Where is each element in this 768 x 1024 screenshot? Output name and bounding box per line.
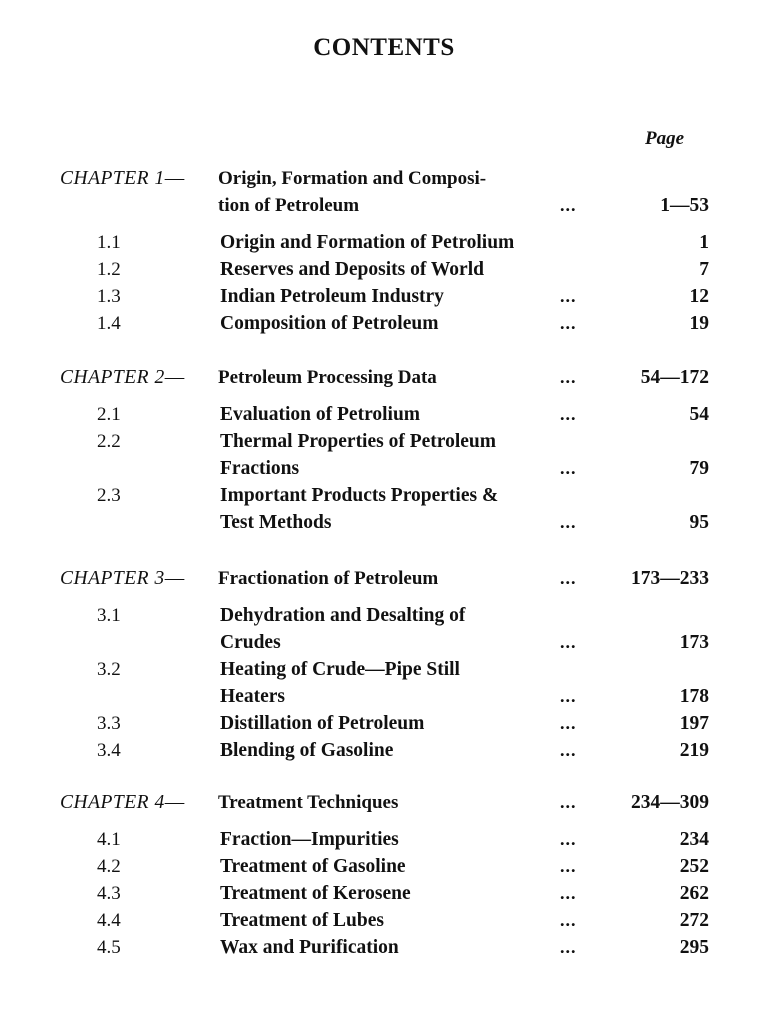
section-page: 95	[689, 512, 709, 533]
chapter-page-range: 54—172	[640, 367, 709, 388]
chapter-heading-row	[0, 364, 768, 391]
section-title: Reserves and Deposits of World	[220, 259, 484, 280]
leader-dots: ...	[560, 367, 577, 387]
leader-dots: ...	[560, 404, 577, 424]
chapter-heading-row	[0, 165, 768, 192]
chapter-title-cont: tion of Petroleum	[218, 195, 360, 216]
section-title: Heaters	[220, 686, 285, 707]
section-title: Blending of Gasoline	[220, 740, 394, 761]
section-title: Wax and Purification	[220, 937, 399, 958]
leader-dots: ...	[560, 568, 577, 588]
section-title: Fraction—Impurities	[220, 829, 399, 850]
chapter-title: Fractionation of Petroleum	[218, 568, 439, 589]
leader-dots: ...	[560, 740, 577, 760]
leader-dots: ...	[560, 937, 577, 957]
section-title: Important Products Properties &	[220, 485, 499, 506]
section-row	[0, 656, 768, 683]
leader-dots: ...	[560, 686, 577, 706]
section-number: 2.1	[97, 404, 121, 425]
section-row	[0, 880, 768, 907]
section-row	[0, 455, 768, 482]
section-number: 4.1	[97, 829, 121, 850]
section-page: 178	[679, 686, 709, 707]
chapter-page-range: 1—53	[660, 195, 709, 216]
section-row	[0, 401, 768, 428]
chapter-page-range: 173—233	[631, 568, 709, 589]
section-number: 3.1	[97, 605, 121, 626]
section-page: 262	[679, 883, 709, 904]
section-row	[0, 310, 768, 337]
chapter-title: Treatment Techniques	[218, 792, 399, 813]
leader-dots: ...	[560, 512, 577, 532]
section-title: Thermal Properties of Petroleum	[220, 431, 496, 452]
section-row	[0, 428, 768, 455]
section-row	[0, 602, 768, 629]
section-row	[0, 907, 768, 934]
chapter-page-range: 234—309	[631, 792, 709, 813]
chapter-label	[60, 789, 185, 816]
chapter-dash: —	[164, 792, 185, 813]
chapter-label	[60, 364, 185, 391]
chapter-label	[60, 165, 185, 192]
section-page: 54	[689, 404, 709, 425]
section-number: 1.4	[97, 313, 121, 334]
section-row	[0, 629, 768, 656]
chapter-dash: —	[164, 168, 185, 189]
section-page: 272	[679, 910, 709, 931]
section-number: 4.3	[97, 883, 121, 904]
leader-dots: ...	[560, 286, 577, 306]
section-number: 4.4	[97, 910, 121, 931]
section-number: 1.1	[97, 232, 121, 253]
leader-dots: ...	[560, 883, 577, 903]
section-title: Crudes	[220, 632, 281, 653]
section-number: 3.3	[97, 713, 121, 734]
section-title: Treatment of Lubes	[220, 910, 384, 931]
chapter-number: CHAPTER 4	[60, 792, 165, 813]
section-number: 2.3	[97, 485, 121, 506]
section-row	[0, 683, 768, 710]
leader-dots: ...	[560, 713, 577, 733]
chapter-heading-row-cont	[0, 192, 768, 219]
section-row	[0, 256, 768, 283]
page-column-header: Page	[645, 128, 685, 149]
section-title: Heating of Crude—Pipe Still	[220, 659, 460, 680]
leader-dots: ...	[560, 632, 577, 652]
section-page: 79	[689, 458, 709, 479]
section-number: 3.4	[97, 740, 121, 761]
section-title: Treatment of Kerosene	[220, 883, 411, 904]
chapter-number: CHAPTER 3	[60, 568, 165, 589]
page-title: CONTENTS	[313, 34, 455, 61]
leader-dots: ...	[560, 910, 577, 930]
leader-dots: ...	[560, 856, 577, 876]
section-title: Origin and Formation of Petrolium	[220, 232, 515, 253]
section-page: 197	[679, 713, 709, 734]
chapter-number: CHAPTER 2	[60, 367, 165, 388]
section-page: 19	[689, 313, 709, 334]
leader-dots: ...	[560, 313, 577, 333]
section-title: Distillation of Petroleum	[220, 713, 425, 734]
section-title: Evaluation of Petrolium	[220, 404, 421, 425]
section-number: 3.2	[97, 659, 121, 680]
section-number: 1.2	[97, 259, 121, 280]
section-page: 7	[699, 259, 709, 280]
section-row	[0, 853, 768, 880]
section-page: 12	[689, 286, 709, 307]
section-row	[0, 710, 768, 737]
section-page: 234	[679, 829, 709, 850]
section-row	[0, 509, 768, 536]
chapter-number: CHAPTER 1	[60, 168, 165, 189]
section-row	[0, 934, 768, 961]
section-page: 219	[679, 740, 709, 761]
chapter-title: Petroleum Processing Data	[218, 367, 437, 388]
section-page: 1	[699, 232, 709, 253]
section-title: Fractions	[220, 458, 300, 479]
section-title: Dehydration and Desalting of	[220, 605, 466, 626]
section-row	[0, 283, 768, 310]
section-title: Composition of Petroleum	[220, 313, 439, 334]
section-row	[0, 826, 768, 853]
leader-dots: ...	[560, 829, 577, 849]
section-title: Indian Petroleum Industry	[220, 286, 444, 307]
chapter-title: Origin, Formation and Composi-	[218, 168, 487, 189]
chapter-dash: —	[164, 367, 185, 388]
chapter-label	[60, 565, 185, 592]
leader-dots: ...	[560, 458, 577, 478]
chapter-dash: —	[164, 568, 185, 589]
section-row	[0, 737, 768, 764]
section-number: 4.2	[97, 856, 121, 877]
section-title: Test Methods	[220, 512, 332, 533]
section-page: 173	[679, 632, 709, 653]
section-title: Treatment of Gasoline	[220, 856, 406, 877]
section-number: 2.2	[97, 431, 121, 452]
section-number: 4.5	[97, 937, 121, 958]
chapter-heading-row	[0, 565, 768, 592]
chapter-heading-row	[0, 789, 768, 816]
section-page: 295	[679, 937, 709, 958]
section-row	[0, 482, 768, 509]
leader-dots: ...	[560, 195, 577, 215]
leader-dots: ...	[560, 792, 577, 812]
section-number: 1.3	[97, 286, 121, 307]
section-page: 252	[679, 856, 709, 877]
section-row	[0, 229, 768, 256]
